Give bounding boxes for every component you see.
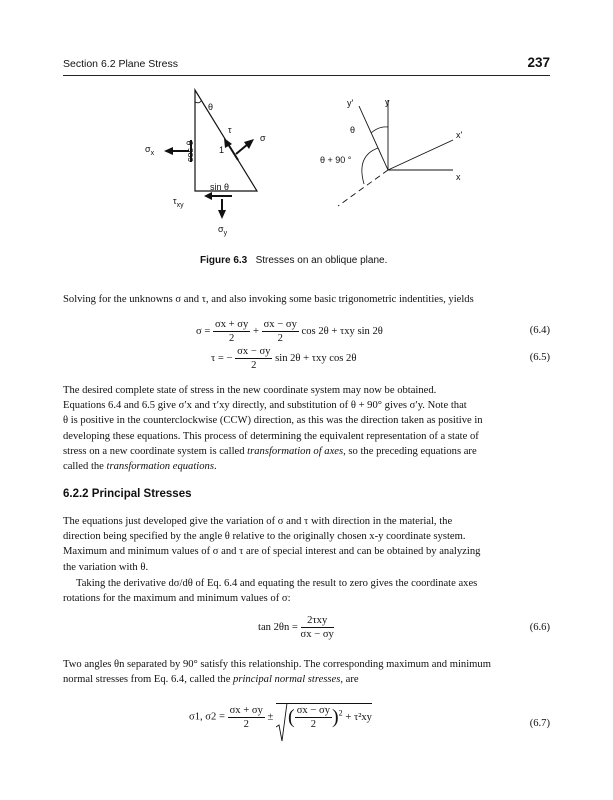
x-prime-axis — [388, 140, 453, 170]
eq65-number: (6.5) — [529, 352, 550, 363]
tau-xy-bottom-arrowhead — [204, 192, 212, 200]
figure-diagram — [140, 88, 480, 248]
paragraph-4: Taking the derivative dσ/dθ of Eq. 6.4 and equating the result to zero gives the coordinate axes rotations for the maximum and minimum values of σ: — [63, 578, 478, 605]
paragraph-2: The desired complete state of stress in the new coordinate system may now be obtained. Equations 6.4 and 6.5 give σ′x and τ′xy directly, and substitution of θ + 90° gives σ′y. Note that θ is positive in the counterclockwise (CCW) direction, as this was the direction taken as positive in developing these equations. This process of determining the equivalent representation of a state of stress on a new coordinate system is called transformation of axes, so the preceding equations are called the transformation equations. — [63, 385, 483, 473]
figure-6-3 — [140, 88, 480, 248]
label-one: 1 — [219, 145, 225, 155]
paragraph-1: Solving for the unknowns σ and τ, and also invoking some basic trigonometric indentities, yields — [63, 294, 474, 305]
caption-label: Figure 6.3 — [200, 255, 248, 266]
eq66-number: (6.6) — [529, 622, 550, 633]
section-heading-6-2-2: 6.2.2 Principal Stresses — [63, 488, 192, 500]
equation-6-6 — [258, 614, 334, 641]
label-y: y — [385, 97, 390, 107]
label-sigma-y: $\sigma_y$ — [218, 224, 228, 237]
axes-diagram — [338, 100, 453, 206]
paragraph-3: The equations just developed give the variation of σ and τ with direction in the material, the direction being specified by the angle θ relative to the originally chosen x-y coordinate system. Maximum and minimum values of σ and τ are of special interest and can be obtained by analyzing the variation with θ. — [63, 516, 481, 573]
eq65-frac: $\frac{\sigma x - \sigma y}{2}$ — [237, 346, 271, 371]
eq67-frac2: $\frac{\sigma x - \sigma y}{2}$ — [296, 705, 330, 730]
eq67-sqrt: ( $\frac{\sigma x - \sigma y}{2}$ )$^2$ + τ²xy — [276, 703, 372, 731]
sigma-normal-shaft — [236, 144, 248, 154]
sqrt-sign — [276, 703, 288, 743]
eq64-tail: cos 2θ + τxy sin 2θ — [301, 325, 383, 337]
label-sin-theta: sin θ — [210, 182, 230, 192]
caption-text: Stresses on an oblique plane. — [255, 255, 388, 266]
eq67-tail: + τ²xy — [345, 712, 372, 723]
theta-arc-left — [195, 101, 201, 103]
label-tau: τ — [228, 125, 232, 135]
eq64-frac1: $\frac{\sigma x + \sigma y}{2}$ — [215, 319, 249, 344]
eq65-lhs: τ = − — [211, 352, 233, 364]
paragraph-5: Two angles θn separated by 90° satisfy this relationship. The corresponding maximum and minimum normal stresses from Eq. 6.4, called the principal normal stresses, are — [63, 659, 491, 686]
label-sigma-x: $\sigma_x$ — [145, 144, 155, 157]
eq64-number: (6.4) — [529, 325, 550, 336]
label-theta-plus-90: θ + 90 ° — [320, 155, 352, 165]
sigma-normal-arrowhead — [244, 139, 254, 149]
equation-6-7: σ1, σ2 = $\frac{\sigma x + \sigma y}{2}$ ± ( $\frac{\sigma x - \sigma y}{2}$ )$^2$ + τ²xy — [189, 703, 372, 749]
eq67-frac1: $\frac{\sigma x + \sigma y}{2}$ — [229, 704, 263, 730]
sigma-y-arrowhead — [218, 210, 226, 219]
label-theta-left: θ — [208, 102, 214, 112]
label-sigma: σ — [260, 133, 266, 143]
label-cos-theta: cos θ — [185, 140, 195, 162]
tau-shear-arrowhead — [224, 138, 232, 148]
eq64-frac2: $\frac{\sigma x - \sigma y}{2}$ — [263, 319, 297, 344]
running-header — [63, 57, 550, 76]
dashed-normal-line — [338, 170, 388, 206]
theta-arc-right — [371, 127, 388, 133]
section-title: Section 6.2 Plane Stress — [63, 58, 178, 70]
sigma-x-arrowhead — [164, 147, 173, 155]
eq66-frac: $\frac{\text{2τxy}}{\sigma x - \sigma y}$ — [300, 615, 334, 640]
label-x-prime: x' — [456, 130, 463, 140]
eq67-lhs: σ1, σ2 = — [189, 711, 225, 723]
equation-6-4: σ = $\frac{\sigma x + \sigma y}{2}$ + $\frac{\sigma x - \sigma y}{2}$ cos 2θ + τxy sin 2θ — [196, 319, 383, 344]
eq67-number: (6.7) — [529, 718, 550, 729]
label-theta-right: θ — [350, 125, 356, 135]
page-number: 237 — [527, 55, 550, 70]
eq66-lhs: tan 2θn = — [258, 621, 298, 633]
label-tau-xy: $\tau_{xy}$ — [173, 196, 184, 209]
figure-caption — [200, 255, 387, 266]
eq65-tail: sin 2θ + τxy cos 2θ — [275, 352, 357, 364]
eq64-lhs: σ = — [196, 325, 211, 337]
equation-6-5 — [211, 345, 356, 372]
label-y-prime: y' — [347, 98, 354, 108]
tau-shear-shaft — [228, 144, 238, 160]
label-x: x — [456, 172, 461, 182]
